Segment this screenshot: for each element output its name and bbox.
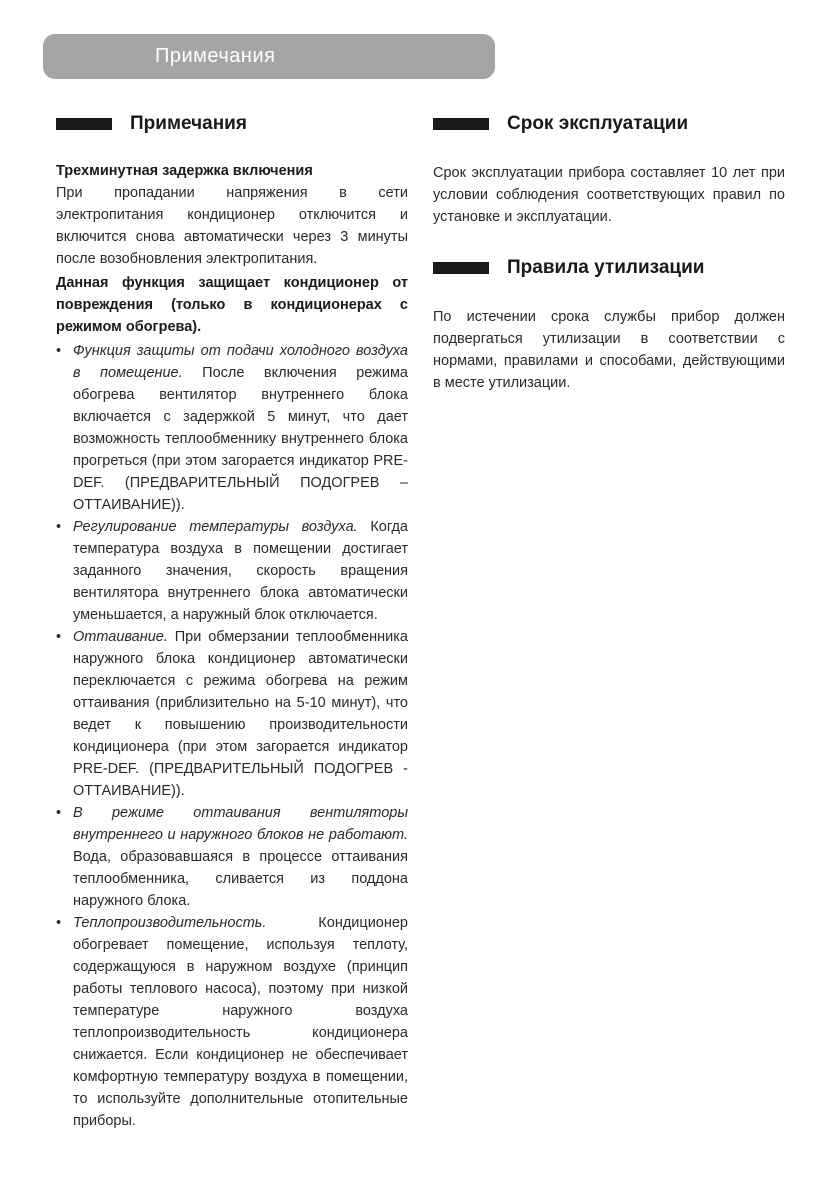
list-item (56, 802, 408, 912)
bullet-lead: Регулирование температуры воздуха. (73, 519, 358, 535)
list-item (56, 340, 408, 516)
right-column (433, 112, 785, 394)
header-tab-label: Примечания (155, 45, 276, 67)
bullet-text: Когда температура воздуха в помещении достигает заданного значения, скорость вращения вентилятора внутреннего блока автоматически уменьшается, а наружный блок отключается. (73, 519, 408, 623)
lifetime-title-text: Срок эксплуатации (507, 113, 689, 134)
bullet-text: Вода, образовавшаяся в процессе оттаивания теплообменника, сливается из поддона наружного блока. (73, 849, 408, 909)
bullet-text: При обмерзании теплообменника наружного блока кондиционер автоматически переключается с режима обогрева на режим оттаивания (приблизительно на 5-10 минут), что ведет к повышению производительности кондиционера (при этом загорается индикатор PRE-DEF. (ПРЕДВАРИТЕЛЬНЫЙ ПОДОГРЕВ - ОТТАИВАНИЕ)). (73, 629, 408, 799)
lifetime-section-title (433, 112, 785, 136)
list-item (56, 626, 408, 802)
notes-section-title (56, 112, 408, 136)
bullet-dot-icon: • (56, 805, 62, 821)
bullet-lead: В режиме оттаивания вентиляторы внутреннего и наружного блоков не работают. (73, 805, 408, 843)
bullet-dot-icon: • (56, 629, 62, 645)
section-bar-marker (433, 118, 489, 130)
bullet-lead: Функция защиты от подачи холодного воздуха в помещение. (73, 343, 408, 381)
section-header-tab (43, 34, 495, 79)
lifetime-paragraph: Срок эксплуатации прибора составляет 10 лет при условии соблюдения соответствующих правил по установке и эксплуатации. (433, 165, 785, 225)
list-item (56, 516, 408, 626)
bullet-lead: Теплопроизводительность. (73, 915, 267, 931)
left-column (56, 112, 408, 1132)
notes-title-text: Примечания (130, 113, 247, 134)
bullet-text: Кондиционер обогревает помещение, используя теплоту, содержащуюся в наружном воздухе (принцип работы теплового насоса), поэтому при низкой температуре наружного воздуха теплопроизводительность кондиционера снижается. Если кондиционер не обеспечивает комфортную температуру воздуха в помещении, то используйте дополнительные отопительные приборы. (73, 915, 408, 1129)
delay-subtitle: Трехминутная задержка включения (56, 163, 313, 179)
list-item (56, 912, 408, 1132)
disposal-title-text: Правила утилизации (507, 257, 705, 278)
bullet-dot-icon: • (56, 915, 62, 931)
bullet-text: После включения режима обогрева вентилятор внутреннего блока включается с задержкой 5 минут, что дает возможность теплообменнику внутреннего блока прогреться (при этом загорается индикатор PRE-DEF. (ПРЕДВАРИТЕЛЬНЫЙ ПОДОГРЕВ – ОТТАИВАНИЕ)). (73, 365, 408, 513)
bullet-lead: Оттаивание. (73, 629, 168, 645)
bullet-dot-icon: • (56, 519, 62, 535)
delay-intro-paragraph: При пропадании напряжения в сети электропитания кондиционер отключится и включится снова автоматически через 3 минуты после возобновления электропитания. (56, 185, 408, 267)
features-list (56, 340, 408, 1132)
disposal-paragraph: По истечении срока службы прибор должен подвергаться утилизации в соответствии с нормами, правилами и способами, действующими в месте утилизации. (433, 309, 785, 391)
protection-note: Данная функция защищает кондиционер от повреждения (только в кондиционерах с режимом обогрева). (56, 275, 408, 335)
section-bar-marker (433, 262, 489, 274)
section-bar-marker (56, 118, 112, 130)
bullet-dot-icon: • (56, 343, 62, 359)
disposal-section-title (433, 256, 785, 280)
